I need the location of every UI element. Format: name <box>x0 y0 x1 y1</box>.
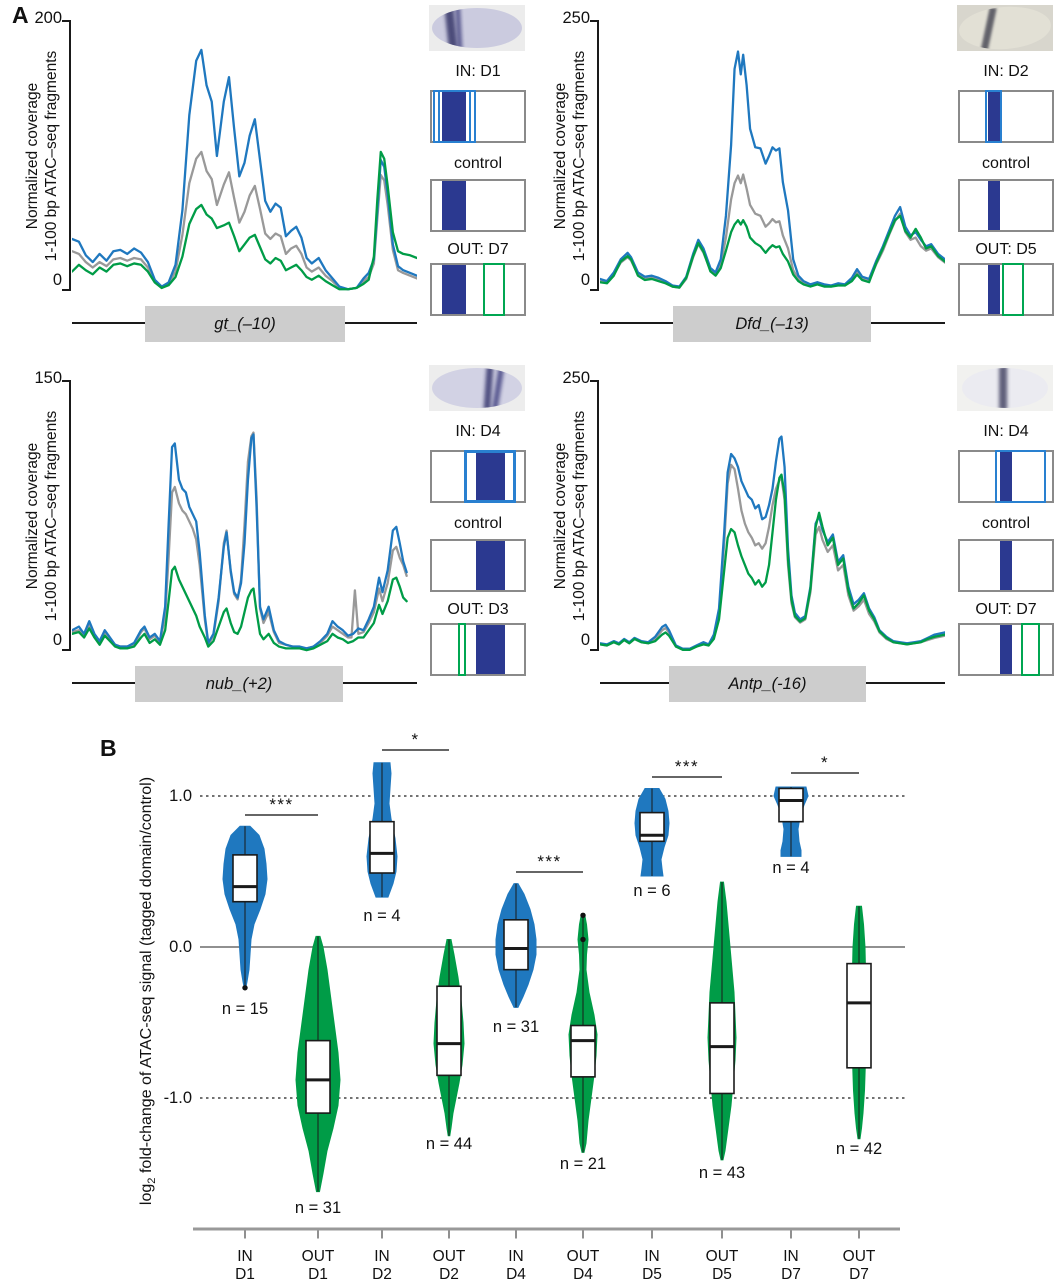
significance-stars: *** <box>674 757 700 776</box>
panel-a-label: A <box>12 2 29 28</box>
atac-panel-nub <box>0 360 527 720</box>
boxplot-box <box>710 1003 734 1094</box>
n-count-label: n = 44 <box>425 1135 473 1153</box>
schematic-box-control <box>430 179 526 232</box>
y-axis-tick-mark <box>62 289 70 291</box>
schematic-label-in: IN: D2 <box>983 63 1029 80</box>
n-count-label: n = 15 <box>221 1000 269 1018</box>
x-category-label-line2: D1 <box>308 1266 328 1280</box>
y-axis-line <box>597 380 599 651</box>
schematic-label-control: control <box>453 155 503 172</box>
gene-region-box <box>673 306 871 342</box>
genomic-axis <box>72 306 417 342</box>
schematic-box-in <box>430 450 526 503</box>
x-category-label-line1: OUT <box>705 1248 739 1265</box>
y-axis-max-tick: 250 <box>562 9 590 27</box>
x-category-label-line1: OUT <box>301 1248 335 1265</box>
outlier-point <box>242 985 247 990</box>
control-domain-band <box>442 181 466 230</box>
violin-plot <box>0 720 1055 1280</box>
y-axis-title-line1: Normalized coverage <box>552 82 569 230</box>
schematic-box-out <box>958 623 1054 676</box>
y-axis-zero-tick: 0 <box>580 631 590 649</box>
schematic-label-out: OUT: D7 <box>447 241 509 258</box>
x-category-label-line1: OUT <box>432 1248 466 1265</box>
gray-coverage-trace <box>72 433 407 649</box>
y-axis-title-line2: 1-100 bp ATAC–seq fragments <box>43 410 60 622</box>
significance-stars: *** <box>269 795 294 814</box>
schematic-box-out <box>430 263 526 316</box>
boxplot-box <box>847 964 871 1068</box>
schematic-box-in <box>430 90 526 143</box>
schematic-label-in: IN: D4 <box>983 423 1029 440</box>
x-category-label-line1: IN <box>374 1248 390 1265</box>
outlier-point <box>580 913 585 918</box>
expression-stripe <box>999 366 1007 410</box>
schematic-label-in: IN: D4 <box>455 423 501 440</box>
panel-b-label: B <box>100 735 117 761</box>
y-axis-zero-tick: 0 <box>580 271 590 289</box>
y-axis-title <box>23 380 63 652</box>
boxplot-box <box>370 822 394 873</box>
control-domain-band <box>476 625 505 674</box>
coverage-traces <box>600 380 945 652</box>
y-title-subscript: 2 <box>146 1177 159 1184</box>
embryo-insitu-image <box>429 5 525 51</box>
tagged-domain-outline <box>464 450 516 503</box>
y-title-rest: fold-change of ATAC-seq signal (tagged domain/control) <box>138 776 155 1178</box>
outlier-point <box>580 937 585 942</box>
green-coverage-trace <box>72 152 417 289</box>
x-category-label-line2: D7 <box>781 1266 801 1280</box>
x-category-label-line2: D2 <box>372 1266 392 1280</box>
gray-coverage-trace <box>600 174 945 287</box>
boxplot-box <box>504 920 528 970</box>
y-axis-title <box>23 20 63 292</box>
gene-region-box <box>669 666 866 702</box>
schematic-box-control <box>430 539 526 592</box>
n-count-label: n = 21 <box>559 1155 607 1173</box>
schematic-box-control <box>958 179 1054 232</box>
y-title-log: log <box>138 1183 155 1206</box>
coverage-traces <box>600 20 945 292</box>
tagged-domain-outline <box>483 263 505 316</box>
blue-coverage-trace <box>600 52 945 287</box>
x-category-label-line1: IN <box>644 1248 660 1265</box>
control-domain-band <box>1000 625 1012 674</box>
y-axis-title <box>551 20 591 292</box>
x-category-label-line1: IN <box>508 1248 524 1265</box>
y-axis-tick-mark <box>62 20 70 22</box>
boxplot-box <box>437 986 461 1075</box>
boxplot-box <box>640 813 664 842</box>
n-count-label: n = 31 <box>492 1018 540 1036</box>
blue-coverage-trace <box>72 50 417 289</box>
n-count-label: n = 31 <box>294 1199 342 1217</box>
y-axis-tick-mark <box>590 649 598 651</box>
y-axis-tick-mark <box>62 380 70 382</box>
boxplot-box <box>779 788 803 821</box>
significance-stars: *** <box>537 852 562 871</box>
control-domain-band <box>988 265 1000 314</box>
y-axis-line <box>69 380 71 651</box>
y-axis-title-line2: 1-100 bp ATAC–seq fragments <box>43 50 60 262</box>
gene-label: nub_(+2) <box>205 674 273 693</box>
coverage-traces <box>72 380 417 652</box>
schematic-box-in <box>958 450 1054 503</box>
y-tick-0: 0.0 <box>169 938 192 956</box>
x-category-label-line2: D1 <box>235 1266 255 1280</box>
schematic-label-out: OUT: D3 <box>447 601 509 618</box>
x-category-label-line2: D7 <box>849 1266 869 1280</box>
n-count-label: n = 6 <box>633 882 671 900</box>
n-count-label: n = 4 <box>363 907 401 925</box>
schematic-box-out <box>430 623 526 676</box>
y-axis-line <box>69 20 71 291</box>
significance-stars: * <box>411 730 420 749</box>
n-count-label: n = 43 <box>698 1164 746 1182</box>
schematic-box-out <box>958 263 1054 316</box>
y-axis-title-line2: 1-100 bp ATAC–seq fragments <box>571 410 588 622</box>
control-domain-band <box>476 541 505 590</box>
x-category-label-line1: IN <box>783 1248 799 1265</box>
tagged-domain-outline <box>433 90 476 143</box>
x-category-label-line2: D2 <box>439 1266 459 1280</box>
schematic-box-control <box>958 539 1054 592</box>
y-tick-neg1: -1.0 <box>163 1089 192 1107</box>
significance-stars: * <box>820 753 830 772</box>
schematic-label-control: control <box>981 155 1031 172</box>
atac-panel-antp <box>528 360 1055 720</box>
y-tick-1: 1.0 <box>169 787 192 805</box>
y-axis-title-line1: Normalized coverage <box>24 82 41 230</box>
y-axis-zero-tick: 0 <box>52 631 62 649</box>
x-category-label-line2: D5 <box>712 1266 732 1280</box>
x-category-label-line1: IN <box>237 1248 253 1265</box>
y-axis-line <box>597 20 599 291</box>
gray-coverage-trace <box>72 152 417 289</box>
x-category-label-line1: OUT <box>566 1248 600 1265</box>
y-axis-title-line1: Normalized coverage <box>24 442 41 590</box>
tagged-domain-outline <box>985 90 1002 143</box>
boxplot-box <box>571 1026 595 1077</box>
tagged-domain-outline <box>1002 263 1024 316</box>
y-axis-zero-tick: 0 <box>52 271 62 289</box>
control-domain-band <box>442 265 466 314</box>
y-axis-max-tick: 150 <box>34 369 62 387</box>
boxplot-box <box>233 855 257 902</box>
control-domain-band <box>1000 541 1012 590</box>
y-axis-max-tick: 200 <box>34 9 62 27</box>
genomic-axis <box>600 306 945 342</box>
schematic-label-out: OUT: D5 <box>975 241 1037 258</box>
x-category-label-line1: OUT <box>842 1248 876 1265</box>
x-category-label-line2: D4 <box>573 1266 593 1280</box>
control-domain-band <box>988 181 1000 230</box>
embryo-insitu-image <box>429 365 525 411</box>
y-axis-tick-mark <box>590 289 598 291</box>
y-axis-tick-mark <box>590 380 598 382</box>
coverage-traces <box>72 20 417 292</box>
n-count-label: n = 42 <box>835 1140 883 1158</box>
y-axis-max-tick: 250 <box>562 369 590 387</box>
gene-region-box <box>145 306 345 342</box>
gene-region-box <box>135 666 343 702</box>
n-count-label: n = 4 <box>772 859 810 877</box>
tagged-domain-outline <box>995 450 1046 503</box>
x-category-label-line2: D5 <box>642 1266 662 1280</box>
atac-panel-gt <box>0 0 527 360</box>
gene-label: Antp_(-16) <box>728 674 807 693</box>
y-axis-title-line2: 1-100 bp ATAC–seq fragments <box>571 50 588 262</box>
y-axis-tick-mark <box>62 649 70 651</box>
gene-label: Dfd_(–13) <box>735 314 809 333</box>
genomic-axis <box>72 666 417 702</box>
tagged-domain-outline <box>1021 623 1040 676</box>
gene-label: gt_(–10) <box>214 314 276 333</box>
embryo-insitu-image <box>957 5 1053 51</box>
tagged-domain-outline <box>458 623 466 676</box>
schematic-box-in <box>958 90 1054 143</box>
y-axis-title <box>551 380 591 652</box>
y-axis-tick-mark <box>590 20 598 22</box>
atac-panel-dfd <box>528 0 1055 360</box>
schematic-label-in: IN: D1 <box>455 63 501 80</box>
schematic-label-out: OUT: D7 <box>975 601 1037 618</box>
y-axis-title-line1: Normalized coverage <box>552 442 569 590</box>
genomic-axis <box>600 666 945 702</box>
x-category-label-line2: D4 <box>506 1266 526 1280</box>
schematic-label-control: control <box>981 515 1031 532</box>
embryo-insitu-image <box>957 365 1053 411</box>
boxplot-box <box>306 1041 330 1113</box>
schematic-label-control: control <box>453 515 503 532</box>
